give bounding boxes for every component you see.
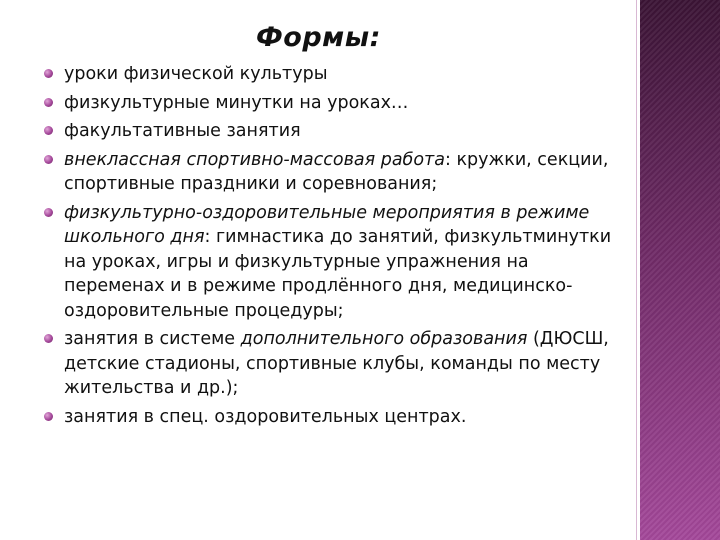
bullet-item xyxy=(44,327,614,401)
bullet-item xyxy=(44,201,614,324)
bullet-item xyxy=(44,91,614,116)
bullet-dot-icon xyxy=(44,126,53,135)
slide-title: Формы: xyxy=(256,22,381,53)
bullet-text: факультативные занятия xyxy=(64,121,301,141)
bullet-item xyxy=(44,148,614,197)
bullet-text: : гимнастика до занятий, физкультминутки на уроках, игры и физкультурные упражнения на переменах и в режиме продлённого дня, медицинско-оздоровительные процедуры; xyxy=(64,227,612,321)
bullet-dot-icon xyxy=(44,208,53,217)
bullet-text: (ДЮСШ, детские стадионы, спортивные клубы, команды по месту жительства и др.); xyxy=(64,329,609,398)
bullet-text: физкультурные минутки на уроках… xyxy=(64,92,409,113)
bullet-dot-icon xyxy=(44,155,53,164)
bullet-text: занятия в спец. оздоровительных центрах. xyxy=(64,406,467,427)
bullet-item xyxy=(44,405,614,430)
bullet-item xyxy=(44,119,614,144)
bullet-text: занятия в системе xyxy=(64,329,241,349)
bullet-list xyxy=(44,62,614,433)
bullet-text-italic: дополнительного образования xyxy=(240,329,528,349)
bullet-text: уроки физической культуры xyxy=(64,64,328,84)
bullet-text: : кружки, секции, спортивные праздники и соревнования; xyxy=(64,149,609,194)
bullet-dot-icon xyxy=(44,98,53,107)
bullet-item xyxy=(44,62,614,87)
bullet-dot-icon xyxy=(44,334,53,343)
bullet-dot-icon xyxy=(44,69,53,78)
bullet-dot-icon xyxy=(44,412,53,421)
decorative-side-stripe xyxy=(637,0,720,540)
bullet-text-italic: физкультурно-оздоровительные мероприятия в режиме школьного дня xyxy=(64,202,590,247)
bullet-text-italic: внеклассная спортивно-массовая работа xyxy=(64,149,445,170)
